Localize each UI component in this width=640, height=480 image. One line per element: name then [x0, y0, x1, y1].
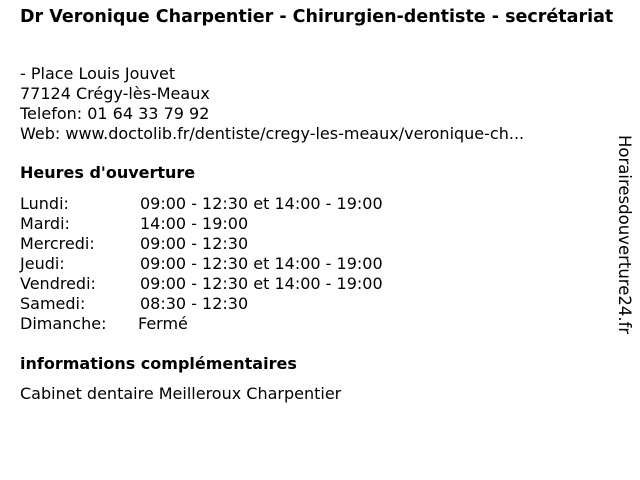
city-address: 77124 Crégy-lès-Meaux — [20, 84, 210, 103]
phone-number: Telefon: 01 64 33 79 92 — [20, 104, 210, 123]
time-value: 09:00 - 12:30 et 14:00 - 19:00 — [140, 254, 383, 273]
time-value: 09:00 - 12:30 et 14:00 - 19:00 — [140, 274, 383, 293]
time-value: 09:00 - 12:30 — [140, 234, 249, 253]
time-value: 09:00 - 12:30 et 14:00 - 19:00 — [140, 194, 383, 213]
day-label: Dimanche: — [20, 314, 107, 333]
day-label: Mardi: — [20, 214, 70, 233]
website-link[interactable]: Web: www.doctolib.fr/dentiste/cregy-les-meaux/veronique-ch... — [20, 124, 525, 143]
day-label: Jeudi: — [20, 254, 65, 273]
additional-info-text: Cabinet dentaire Meilleroux Charpentier — [20, 384, 342, 403]
day-label: Vendredi: — [20, 274, 96, 293]
page-title: Dr Veronique Charpentier - Chirurgien-dentiste - secrétariat — [20, 7, 614, 27]
day-label: Mercredi: — [20, 234, 95, 253]
time-value: Fermé — [138, 314, 188, 333]
time-value: 08:30 - 12:30 — [140, 294, 249, 313]
day-label: Lundi: — [20, 194, 69, 213]
day-label: Samedi: — [20, 294, 86, 313]
additional-info-heading: informations complémentaires — [20, 354, 297, 373]
street-address: - Place Louis Jouvet — [20, 64, 176, 83]
time-value: 14:00 - 19:00 — [140, 214, 249, 233]
site-watermark: Horairesdouverture24.fr — [615, 135, 634, 335]
contact-block — [20, 64, 524, 144]
opening-hours-heading: Heures d'ouverture — [20, 163, 196, 182]
